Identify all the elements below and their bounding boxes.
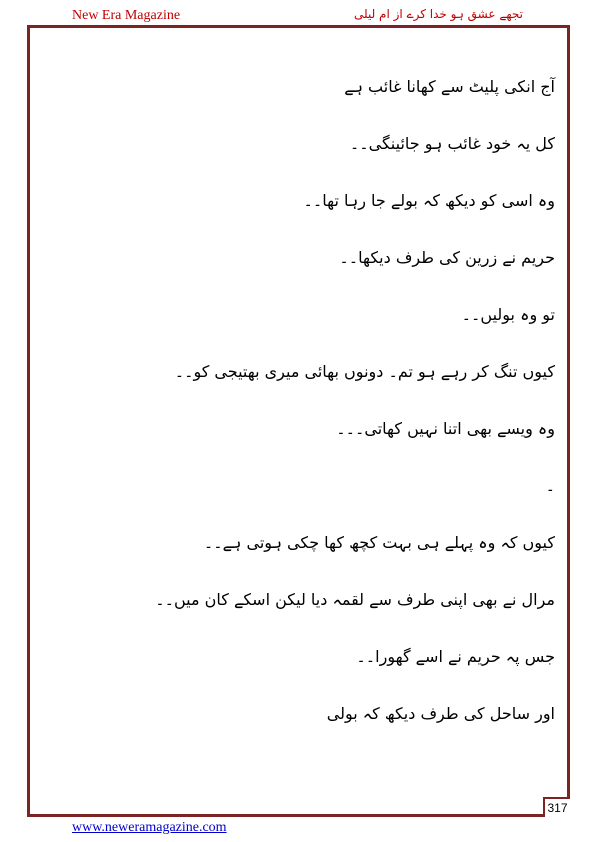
text-line: اور ساحل کی طرف دیکھ کہ بولی <box>326 704 555 723</box>
text-line: کیوں تنگ کر رہے ہو تم۔ دونوں بھائی میری بھتیجی کو۔۔ <box>174 362 555 381</box>
text-line: وہ اسی کو دیکھ کہ بولے جا رہا تھا۔۔ <box>303 191 555 210</box>
text-line: وہ ویسے بھی اتنا نہیں کھاتی۔۔۔ <box>336 419 555 438</box>
text-line: جس پہ حریم نے اسے گھورا۔۔ <box>356 647 555 666</box>
text-line: ۔ <box>545 476 555 495</box>
magazine-name: New Era Magazine <box>72 8 181 23</box>
text-line: کیوں کہ وہ پہلے ہی بہت کچھ کھا چکی ہوتی ہے۔۔ <box>203 533 555 552</box>
text-line: آج انکی پلیٹ سے کھانا غائب ہے <box>344 77 555 96</box>
text-line: تو وہ بولیں۔۔ <box>461 305 555 324</box>
website-link[interactable]: www.neweramagazine.com <box>72 820 227 835</box>
text-line: مرال نے بھی اپنی طرف سے لقمہ دیا لیکن اسکے کان میں۔۔ <box>155 590 555 609</box>
page-number: 317 <box>543 797 570 817</box>
text-line: حریم نے زرین کی طرف دیکھا۔۔ <box>339 248 555 267</box>
book-title: تجھے عشق ہو خدا کرے از ام لیلی <box>353 7 523 21</box>
text-body <box>55 72 555 756</box>
text-line: کل یہ خود غائب ہو جائینگی۔۔ <box>349 134 555 153</box>
